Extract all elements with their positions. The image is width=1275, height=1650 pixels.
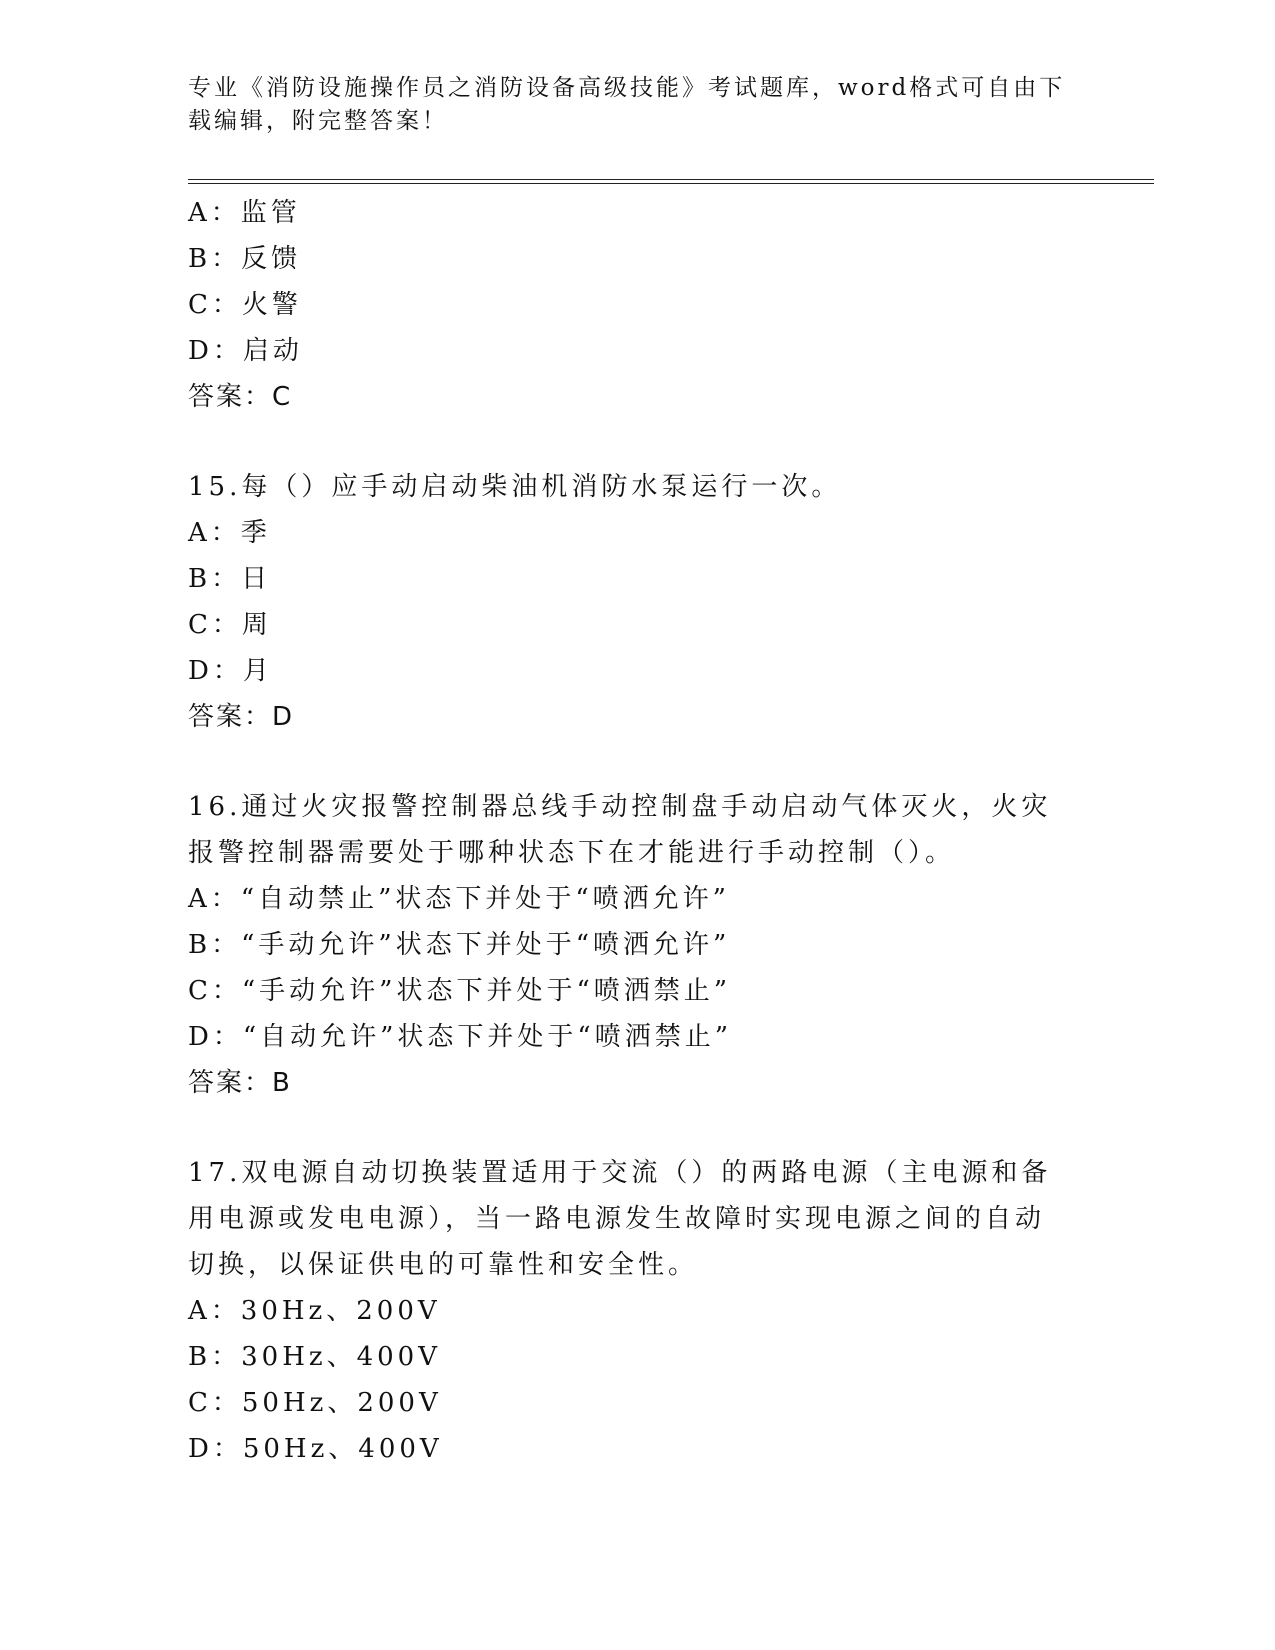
option-b: B：30Hz、400V (188, 1342, 441, 1372)
question-stem: 15.每（）应手动启动柴油机消防水泵运行一次。 (188, 472, 842, 502)
question-14-continued (188, 190, 1088, 420)
option-d: D：“自动允许”状态下并处于“喷洒禁止” (188, 1022, 733, 1052)
question-16 (188, 784, 1088, 1106)
option-d: D：50Hz、400V (188, 1434, 443, 1464)
header-rule-bottom (188, 183, 1154, 184)
option-a: A：“自动禁止”状态下并处于“喷洒允许” (188, 884, 730, 914)
question-list (188, 190, 1088, 1472)
option-c: C：“手动允许”状态下并处于“喷洒禁止” (188, 976, 732, 1006)
option-b: B：反馈 (188, 244, 302, 274)
question-15 (188, 464, 1088, 740)
option-d: D：月 (188, 656, 273, 686)
answer-line: 答案：C (188, 382, 293, 412)
header-rule-top (188, 179, 1154, 180)
option-a: A：监管 (188, 198, 301, 228)
option-d: D：启动 (188, 336, 303, 366)
option-c: C：火警 (188, 290, 302, 320)
question-17 (188, 1150, 1088, 1472)
answer-line: 答案：B (188, 1068, 292, 1098)
option-a: A：季 (188, 518, 271, 548)
option-a: A：30Hz、200V (188, 1296, 441, 1326)
question-stem: 16.通过火灾报警控制器总线手动控制盘手动启动气体灭火，火灾报警控制器需要处于哪种状态下在才能进行手动控制（）。 (188, 792, 1052, 868)
option-b: B：“手动允许”状态下并处于“喷洒允许” (188, 930, 731, 960)
answer-line: 答案：D (188, 702, 295, 732)
option-b: B：日 (188, 564, 272, 594)
option-c: C：周 (188, 610, 272, 640)
question-stem: 17.双电源自动切换装置适用于交流（）的两路电源（主电源和备用电源或发电电源），当一路电源发生故障时实现电源之间的自动切换，以保证供电的可靠性和安全性。 (188, 1158, 1052, 1280)
document-header: 专业《消防设施操作员之消防设备高级技能》考试题库，word格式可自由下载编辑，附完整答案！ (188, 75, 1066, 134)
option-c: C：50Hz、200V (188, 1388, 442, 1418)
